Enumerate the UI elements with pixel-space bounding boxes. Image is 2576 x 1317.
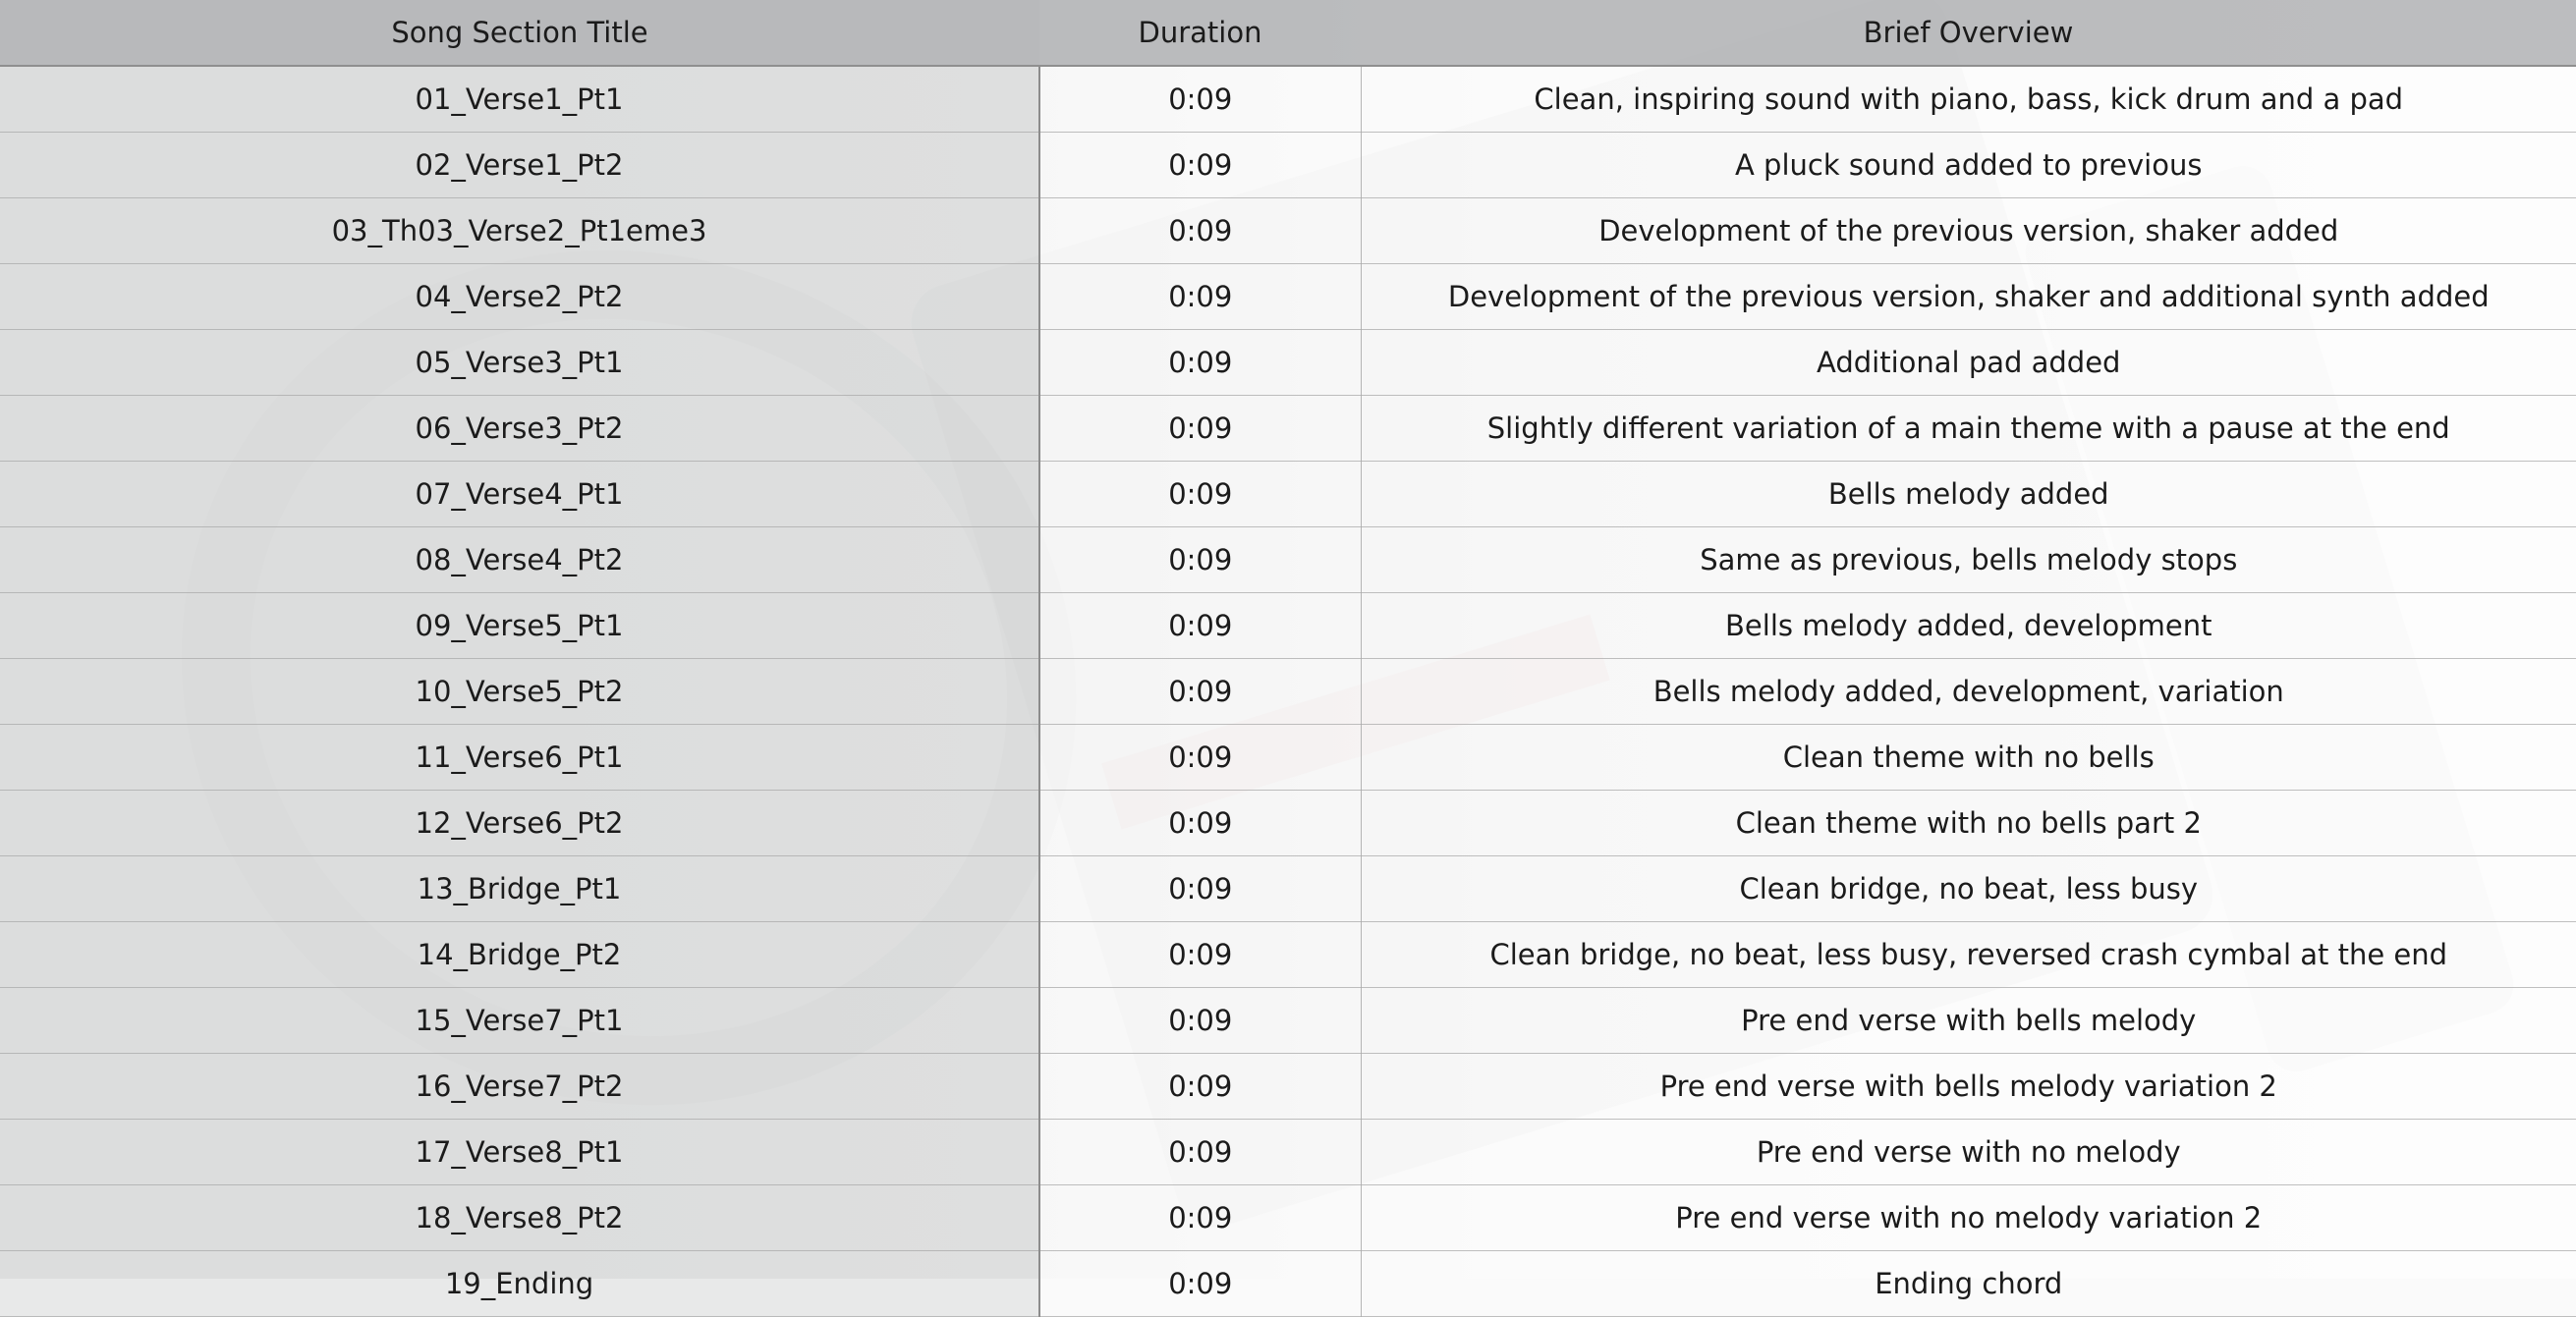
table-row bbox=[0, 988, 2576, 1054]
table-row bbox=[0, 396, 2576, 462]
duration-cell: 0:09 bbox=[1039, 988, 1361, 1054]
table-row bbox=[0, 856, 2576, 922]
duration-cell: 0:09 bbox=[1039, 462, 1361, 527]
section-title-cell: 17_Verse8_Pt1 bbox=[0, 1120, 1039, 1185]
table-row bbox=[0, 462, 2576, 527]
section-title-cell: 05_Verse3_Pt1 bbox=[0, 330, 1039, 396]
overview-cell: Pre end verse with no melody variation 2 bbox=[1361, 1185, 2576, 1251]
section-title-cell: 10_Verse5_Pt2 bbox=[0, 659, 1039, 725]
duration-cell: 0:09 bbox=[1039, 264, 1361, 330]
table-row bbox=[0, 264, 2576, 330]
overview-cell: Development of the previous version, shaker and additional synth added bbox=[1361, 264, 2576, 330]
duration-cell: 0:09 bbox=[1039, 1120, 1361, 1185]
table-row bbox=[0, 1185, 2576, 1251]
overview-cell: Pre end verse with no melody bbox=[1361, 1120, 2576, 1185]
table-row bbox=[0, 791, 2576, 856]
overview-cell: Development of the previous version, shaker added bbox=[1361, 198, 2576, 264]
table-row bbox=[0, 1120, 2576, 1185]
duration-cell: 0:09 bbox=[1039, 1251, 1361, 1317]
section-title-cell: 18_Verse8_Pt2 bbox=[0, 1185, 1039, 1251]
overview-cell: A pluck sound added to previous bbox=[1361, 133, 2576, 198]
duration-cell: 0:09 bbox=[1039, 198, 1361, 264]
duration-cell: 0:09 bbox=[1039, 133, 1361, 198]
overview-cell: Pre end verse with bells melody bbox=[1361, 988, 2576, 1054]
overview-cell: Same as previous, bells melody stops bbox=[1361, 527, 2576, 593]
section-title-cell: 19_Ending bbox=[0, 1251, 1039, 1317]
table-row bbox=[0, 659, 2576, 725]
overview-cell: Clean theme with no bells bbox=[1361, 725, 2576, 791]
section-title-cell: 08_Verse4_Pt2 bbox=[0, 527, 1039, 593]
duration-cell: 0:09 bbox=[1039, 330, 1361, 396]
section-title-cell: 06_Verse3_Pt2 bbox=[0, 396, 1039, 462]
overview-cell: Bells melody added, development, variation bbox=[1361, 659, 2576, 725]
duration-cell: 0:09 bbox=[1039, 66, 1361, 133]
overview-cell: Clean theme with no bells part 2 bbox=[1361, 791, 2576, 856]
section-title-cell: 02_Verse1_Pt2 bbox=[0, 133, 1039, 198]
table-header-row bbox=[0, 0, 2576, 66]
duration-cell: 0:09 bbox=[1039, 659, 1361, 725]
section-title-cell: 11_Verse6_Pt1 bbox=[0, 725, 1039, 791]
duration-cell: 0:09 bbox=[1039, 1185, 1361, 1251]
section-title-cell: 16_Verse7_Pt2 bbox=[0, 1054, 1039, 1120]
section-title-cell: 13_Bridge_Pt1 bbox=[0, 856, 1039, 922]
overview-cell: Bells melody added bbox=[1361, 462, 2576, 527]
section-title-cell: 04_Verse2_Pt2 bbox=[0, 264, 1039, 330]
duration-cell: 0:09 bbox=[1039, 527, 1361, 593]
section-title-cell: 09_Verse5_Pt1 bbox=[0, 593, 1039, 659]
overview-cell: Bells melody added, development bbox=[1361, 593, 2576, 659]
overview-cell: Clean bridge, no beat, less busy bbox=[1361, 856, 2576, 922]
overview-cell: Clean, inspiring sound with piano, bass, kick drum and a pad bbox=[1361, 66, 2576, 133]
section-title-cell: 15_Verse7_Pt1 bbox=[0, 988, 1039, 1054]
table-row bbox=[0, 66, 2576, 133]
overview-cell: Ending chord bbox=[1361, 1251, 2576, 1317]
header-brief-overview: Brief Overview bbox=[1361, 0, 2576, 66]
duration-cell: 0:09 bbox=[1039, 922, 1361, 988]
header-song-section-title: Song Section Title bbox=[0, 0, 1039, 66]
duration-cell: 0:09 bbox=[1039, 856, 1361, 922]
duration-cell: 0:09 bbox=[1039, 396, 1361, 462]
duration-cell: 0:09 bbox=[1039, 791, 1361, 856]
table-row bbox=[0, 593, 2576, 659]
overview-cell: Clean bridge, no beat, less busy, reversed crash cymbal at the end bbox=[1361, 922, 2576, 988]
table-row bbox=[0, 527, 2576, 593]
table-row bbox=[0, 330, 2576, 396]
table-row bbox=[0, 133, 2576, 198]
section-title-cell: 01_Verse1_Pt1 bbox=[0, 66, 1039, 133]
section-title-cell: 14_Bridge_Pt2 bbox=[0, 922, 1039, 988]
duration-cell: 0:09 bbox=[1039, 1054, 1361, 1120]
duration-cell: 0:09 bbox=[1039, 593, 1361, 659]
table-row bbox=[0, 198, 2576, 264]
table-row bbox=[0, 922, 2576, 988]
overview-cell: Additional pad added bbox=[1361, 330, 2576, 396]
table-row bbox=[0, 1251, 2576, 1317]
table-row bbox=[0, 725, 2576, 791]
section-title-cell: 12_Verse6_Pt2 bbox=[0, 791, 1039, 856]
overview-cell: Slightly different variation of a main theme with a pause at the end bbox=[1361, 396, 2576, 462]
overview-cell: Pre end verse with bells melody variation 2 bbox=[1361, 1054, 2576, 1120]
section-title-cell: 07_Verse4_Pt1 bbox=[0, 462, 1039, 527]
section-title-cell: 03_Th03_Verse2_Pt1eme3 bbox=[0, 198, 1039, 264]
header-duration: Duration bbox=[1039, 0, 1361, 66]
duration-cell: 0:09 bbox=[1039, 725, 1361, 791]
table-row bbox=[0, 1054, 2576, 1120]
